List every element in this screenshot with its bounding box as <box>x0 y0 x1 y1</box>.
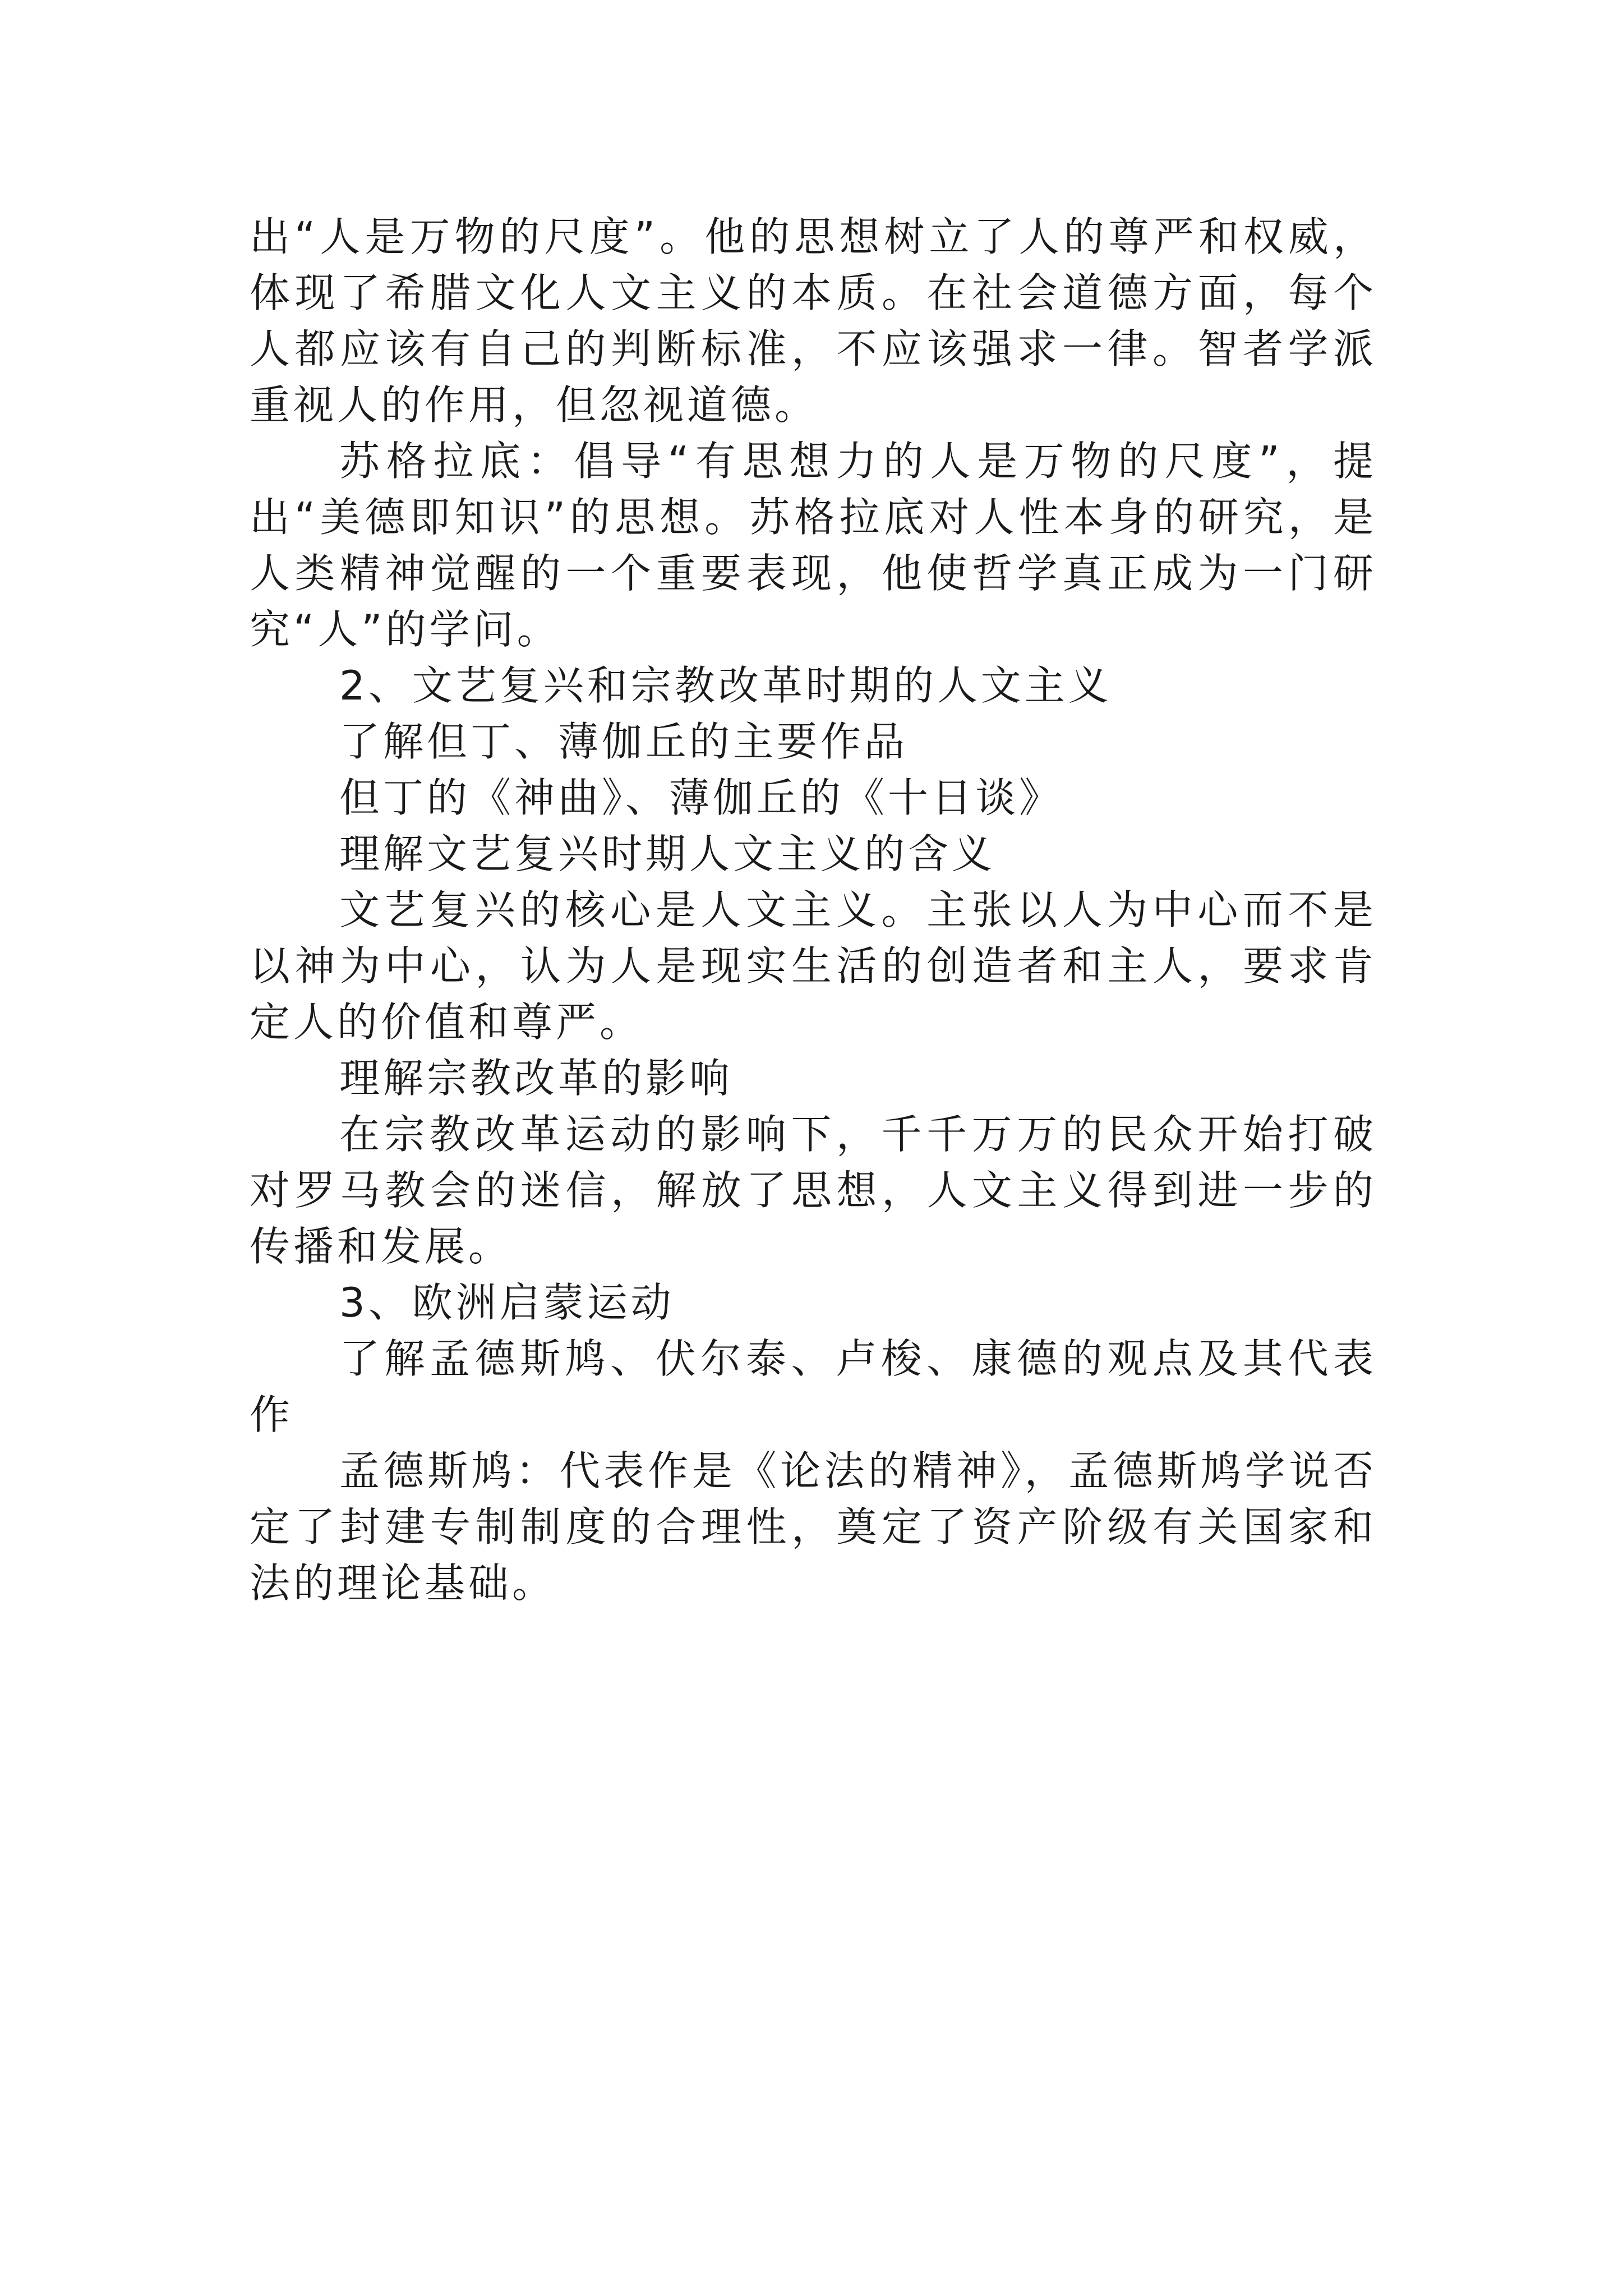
section-heading-renaissance: 2、文艺复兴和宗教改革时期的人文主义 <box>339 662 1112 709</box>
paragraph-humanism-topic: 理解文艺复兴时期人文主义的含义 <box>339 830 996 877</box>
paragraph-dante-boccaccio-works: 但丁的《神曲》、薄伽丘的《十日谈》 <box>339 774 1063 821</box>
paragraph-reformation-topic: 理解宗教改革的影响 <box>339 1055 734 1102</box>
paragraph-humanism-meaning: 文艺复兴的核心是人文主义。主张以人为中心而不是以神为中心，认为人是现实生活的创造者和主人，要求肯定人的价值和尊严。 <box>250 886 1377 1046</box>
paragraph-montesquieu: 孟德斯鸠：代表作是《论法的精神》，孟德斯鸠学说否定了封建专制制度的合理性，奠定了资产阶级有关国家和法的理论基础。 <box>250 1447 1377 1607</box>
paragraph-dante-boccaccio-topic: 了解但丁、薄伽丘的主要作品 <box>339 718 909 765</box>
paragraph-enlightenment-topic: 了解孟德斯鸠、伏尔泰、卢梭、康德的观点及其代表作 <box>250 1335 1377 1438</box>
paragraph-socrates: 苏格拉底：倡导“有思想力的人是万物的尺度”，提出“美德即知识”的思想。苏格拉底对人性本身的研究，是人类精神觉醒的一个重要表现，他使哲学真正成为一门研究“人”的学问。 <box>250 438 1377 653</box>
paragraph-reformation-impact: 在宗教改革运动的影响下，千千万万的民众开始打破对罗马教会的迷信，解放了思想，人文主义得到进一步的传播和发展。 <box>250 1111 1377 1270</box>
document-body <box>250 209 1377 1611</box>
paragraph-continuation: 出“人是万物的尺度”。他的思想树立了人的尊严和权威，体现了希腊文化人文主义的本质。在社会道德方面，每个人都应该有自己的判断标准，不应该强求一律。智者学派重视人的作用，但忽视道德。 <box>250 213 1377 429</box>
section-heading-enlightenment: 3、欧洲启蒙运动 <box>339 1279 675 1326</box>
